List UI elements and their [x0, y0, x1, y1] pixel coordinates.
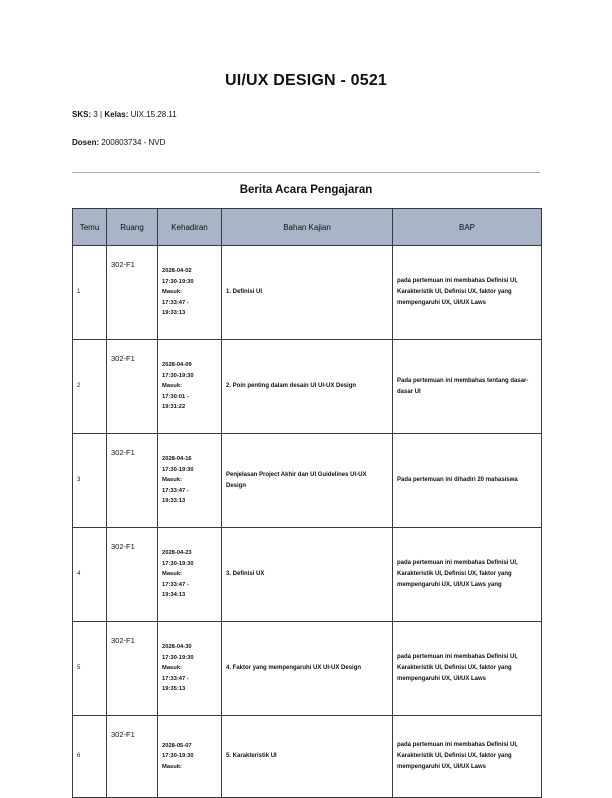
- column-header-temu: Temu: [73, 209, 107, 246]
- cell-bahan-kajian: 1. Definisi UI: [222, 246, 393, 340]
- cell-bap: Pada pertemuan ini membahas tentang dasar-dasar UI: [393, 340, 542, 434]
- kehadiran-label: Masuk:: [162, 665, 182, 672]
- section-title: Berita Acara Pengajaran: [239, 184, 373, 196]
- cell-bahan-kajian: 2. Poin penting dalam desain UI UI-UX Design: [222, 340, 393, 434]
- cell-ruang: 302-F1: [107, 622, 158, 716]
- kehadiran-schedule: 17:30-19:30: [162, 753, 194, 760]
- dosen-value: 200803734 - NVD: [101, 138, 166, 147]
- cell-ruang: 302-F1: [107, 434, 158, 528]
- kehadiran-schedule: 17:30-19:30: [162, 466, 194, 473]
- kehadiran-label: Masuk:: [162, 289, 182, 296]
- cell-temu: 4: [73, 528, 107, 622]
- table-row: [73, 340, 542, 434]
- kehadiran-label: Masuk:: [162, 477, 182, 484]
- kehadiran-date: 2028-04-16: [162, 456, 192, 463]
- cell-kehadiran: [158, 622, 222, 716]
- kehadiran-schedule: 17:30-19:30: [162, 654, 194, 661]
- cell-kehadiran: [158, 340, 222, 434]
- cell-bap: pada pertemuan ini membahas Definisi UI, Karakteristik UI, Definisi UX, faktor yang mempengaruhi UX, UI/UX Laws: [393, 622, 542, 716]
- kehadiran-in: 17:33:47 -: [162, 299, 189, 306]
- dosen-label: Dosen:: [72, 138, 100, 147]
- kehadiran-out: 19:33:13: [162, 498, 186, 505]
- column-header-ruang: Ruang: [107, 209, 158, 246]
- cell-temu: 1: [73, 246, 107, 340]
- kehadiran-date: 2028-04-09: [162, 362, 192, 369]
- column-header-bap: BAP: [393, 209, 542, 246]
- kehadiran-out: 19:31:22: [162, 404, 186, 411]
- cell-kehadiran: [158, 434, 222, 528]
- kehadiran-in: 17:33:47 -: [162, 487, 189, 494]
- sks-label: SKS:: [72, 110, 92, 119]
- cell-ruang: 302-F1: [107, 246, 158, 340]
- cell-ruang: 302-F1: [107, 340, 158, 434]
- cell-temu: 5: [73, 622, 107, 716]
- kehadiran-date: 2028-04-02: [162, 268, 192, 275]
- kehadiran-label: Masuk:: [162, 571, 182, 578]
- cell-temu: 3: [73, 434, 107, 528]
- cell-bahan-kajian: 3. Definisi UX: [222, 528, 393, 622]
- table-row: [73, 246, 542, 340]
- kehadiran-in: 17:33:47 -: [162, 675, 189, 682]
- lecturer-line: [72, 138, 165, 148]
- cell-bahan-kajian: Penjelasan Project Akhir dan UI Guidelines UI-UX Design: [222, 434, 393, 528]
- column-header-bahan-kajian: Bahan Kajian: [222, 209, 393, 246]
- kehadiran-label: Masuk:: [162, 383, 182, 390]
- cell-temu: 6: [73, 716, 107, 798]
- cell-kehadiran: [158, 528, 222, 622]
- cell-kehadiran: [158, 246, 222, 340]
- cell-bahan-kajian: 5. Karakteristik UI: [222, 716, 393, 798]
- table-header-row: [73, 209, 542, 246]
- kehadiran-out: 19:34:13: [162, 592, 186, 599]
- meta-separator: |: [100, 110, 103, 119]
- cell-bap: pada pertemuan ini membahas Definisi UI, Karakteristik UI, Definisi UX, faktor yang mempengaruhi UX, UI/UX Laws yang: [393, 528, 542, 622]
- kehadiran-schedule: 17:30-19:30: [162, 560, 194, 567]
- cell-kehadiran: [158, 716, 222, 798]
- sks-value: 3: [93, 110, 98, 119]
- kehadiran-out: 19:35:13: [162, 686, 186, 693]
- kehadiran-out: 19:33:13: [162, 310, 186, 317]
- cell-ruang: 302-F1: [107, 528, 158, 622]
- teaching-report-table: [72, 208, 542, 798]
- cell-bahan-kajian: 4. Faktor yang mempengaruhi UX UI-UX Design: [222, 622, 393, 716]
- column-header-kehadiran: Kehadiran: [158, 209, 222, 246]
- kehadiran-date: 2028-04-30: [162, 644, 192, 651]
- kehadiran-schedule: 17:30-19:30: [162, 372, 194, 379]
- header-divider: [72, 172, 540, 173]
- kelas-value: UIX.15.28.11: [130, 110, 177, 119]
- table-row: [73, 528, 542, 622]
- kehadiran-label: Masuk:: [162, 763, 182, 770]
- kehadiran-schedule: 17:30-19:30: [162, 278, 194, 285]
- course-title: UI/UX DESIGN - 0521: [224, 72, 388, 89]
- course-meta-line: [72, 110, 177, 120]
- table-row: [73, 622, 542, 716]
- kehadiran-date: 2028-04-23: [162, 550, 192, 557]
- kehadiran-in: 17:33:47 -: [162, 581, 189, 588]
- cell-bap: Pada pertemuan ini dihadiri 20 mahasiswa: [393, 434, 542, 528]
- cell-temu: 2: [73, 340, 107, 434]
- table-row: [73, 434, 542, 528]
- cell-bap: pada pertemuan ini membahas Definisi UI, Karakteristik UI, Definisi UX, faktor yang mempengaruhi UX, UI/UX Laws: [393, 716, 542, 798]
- cell-bap: pada pertemuan ini membahas Definisi UI, Karakteristik UI, Definisi UX, faktor yang mempengaruhi UX, UI/UX Laws: [393, 246, 542, 340]
- table-row: [73, 716, 542, 798]
- kehadiran-date: 2028-05-07: [162, 742, 192, 749]
- kehadiran-in: 17:30:01 -: [162, 393, 189, 400]
- kelas-label: Kelas:: [104, 110, 129, 119]
- cell-ruang: 302-F1: [107, 716, 158, 798]
